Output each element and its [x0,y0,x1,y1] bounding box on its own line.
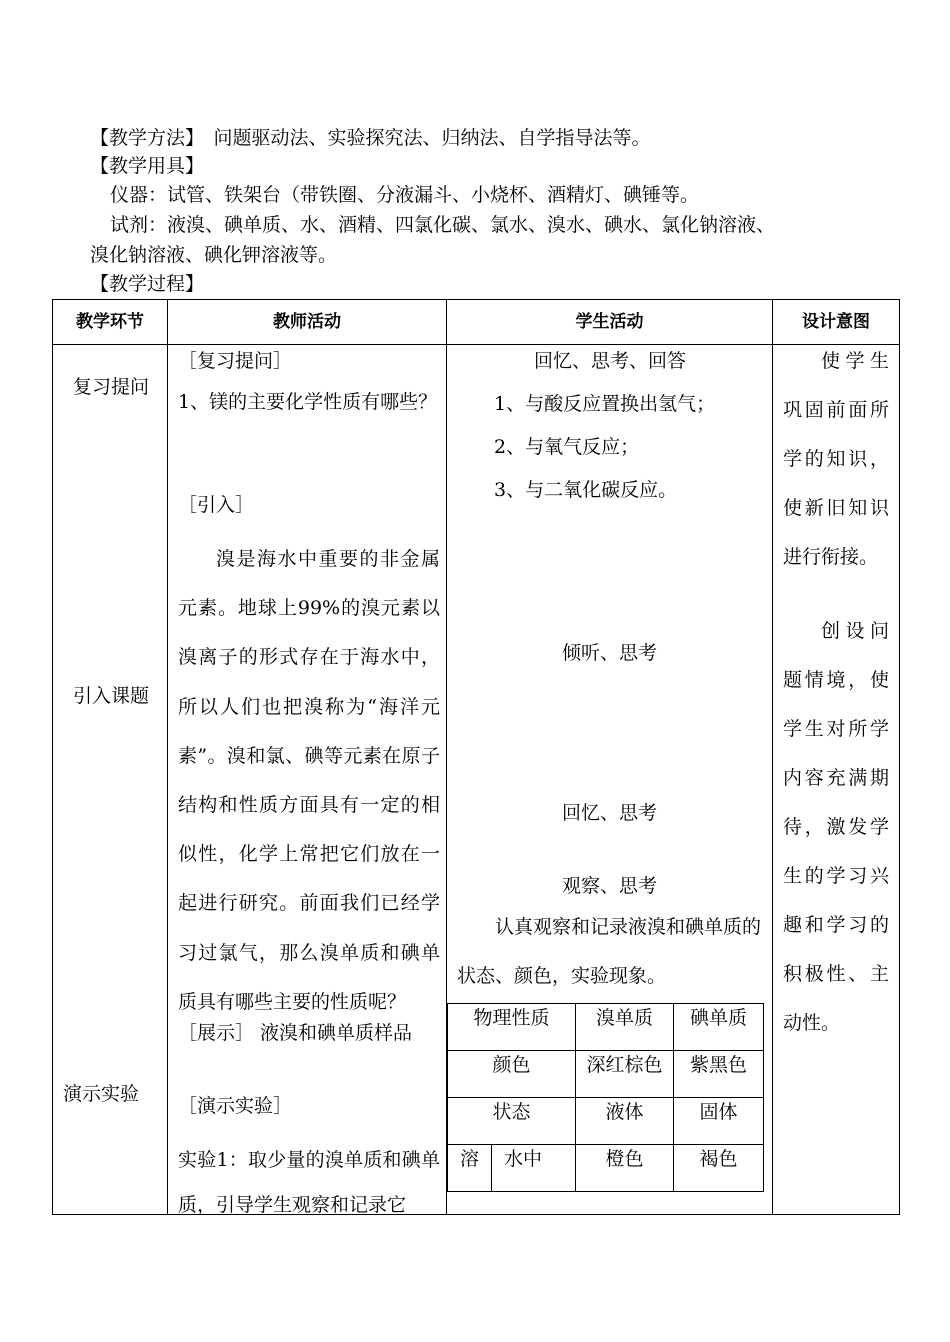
header-teacher: 教师活动 [168,300,447,345]
design-column [773,345,900,1215]
student-record-2: 状态、颜色，实验现象。 [457,965,667,987]
teaching-method: 【教学方法】 问题驱动法、实验探究法、归纳法、自学指导法等。 [90,127,651,149]
review-question: 1、镁的主要化学性质有哪些？ [178,391,438,413]
props-header-iodine: 碘单质 [674,1004,764,1051]
student-record-1: 认真观察和记录液溴和碘单质的 [495,916,762,938]
stage-review: 复习提问 [73,376,150,398]
props-header-bromine: 溴单质 [576,1004,674,1051]
intro-paragraph: 溴是海水中重要的非金属元素。地球上99%的溴元素以溴离子的形式存在于海水中，所以人们也把溴称为“海洋元素”。溴和氯、碘等元素在原子结构和性质方面具有一定的相似性，化学上常把它们放在一起进行研究。前面我们已经学习过氯气，那么溴单质和碘单质具有哪些主要的性质呢？ [178,548,440,1013]
props-solubility-label: 溶 [448,1145,492,1191]
reagents-line-2: 溴化钠溶液、碘化钾溶液等。 [90,244,338,266]
student-recall: 回忆、思考 [562,802,658,824]
teacher-column [168,345,447,1215]
props-cell: 液体 [576,1098,674,1145]
design-intent-1: 使学生巩固前面所学的知识，使新旧知识进行衔接。 [783,350,889,568]
design-intent-2: 创设问题情境，使学生对所学内容充满期待，激发学生的学习兴趣和学习的积极性、主动性。 [783,620,889,1034]
props-cell: 褐色 [674,1145,764,1192]
props-cell: 橙色 [576,1145,674,1192]
teaching-tools-title: 【教学用具】 [90,155,205,177]
student-answer-4: 3、与二氧化碳反应。 [494,479,678,501]
props-header-property: 物理性质 [448,1004,576,1051]
intro-tag: ［引入］ [178,494,255,516]
header-student: 学生活动 [447,300,773,345]
lesson-table [52,299,900,1215]
demo-paragraph: 实验1：取少量的溴单质和碘单质，引导学生观察和记录它 [178,1149,440,1216]
props-water-label: 水中 [504,1148,543,1170]
stage-column [53,345,168,1215]
student-column [447,345,773,1215]
stage-intro: 引入课题 [73,685,150,707]
props-cell: 固体 [674,1098,764,1145]
stage-demo: 演示实验 [63,1083,140,1105]
student-answer-2: 1、与酸反应置换出氢气； [494,393,716,415]
props-solubility-cell [448,1145,576,1192]
student-answer-3: 2、与氧气反应； [494,436,640,458]
student-listen: 倾听、思考 [562,642,658,664]
header-design: 设计意图 [773,300,900,345]
show-samples: ［展示］ 液溴和碘单质样品 [178,1022,413,1044]
review-tag: ［复习提问］ [178,350,293,372]
process-title: 【教学过程】 [90,273,205,295]
instruments-line: 仪器：试管、铁架台（带铁圈、分液漏斗、小烧杯、酒精灯、碘锤等。 [110,184,700,206]
props-cell: 深红棕色 [576,1051,674,1098]
demo-tag: ［演示实验］ [178,1095,293,1117]
student-answer-1: 回忆、思考、回答 [534,350,687,372]
student-observe: 观察、思考 [562,875,658,897]
props-cell: 紫黑色 [674,1051,764,1098]
props-row-label: 状态 [448,1098,576,1145]
properties-table [447,1003,764,1192]
header-stage: 教学环节 [53,300,168,345]
reagents-line-1: 试剂：液溴、碘单质、水、酒精、四氯化碳、氯水、溴水、碘水、氯化钠溶液、 [110,214,776,236]
props-row-label: 颜色 [448,1051,576,1098]
